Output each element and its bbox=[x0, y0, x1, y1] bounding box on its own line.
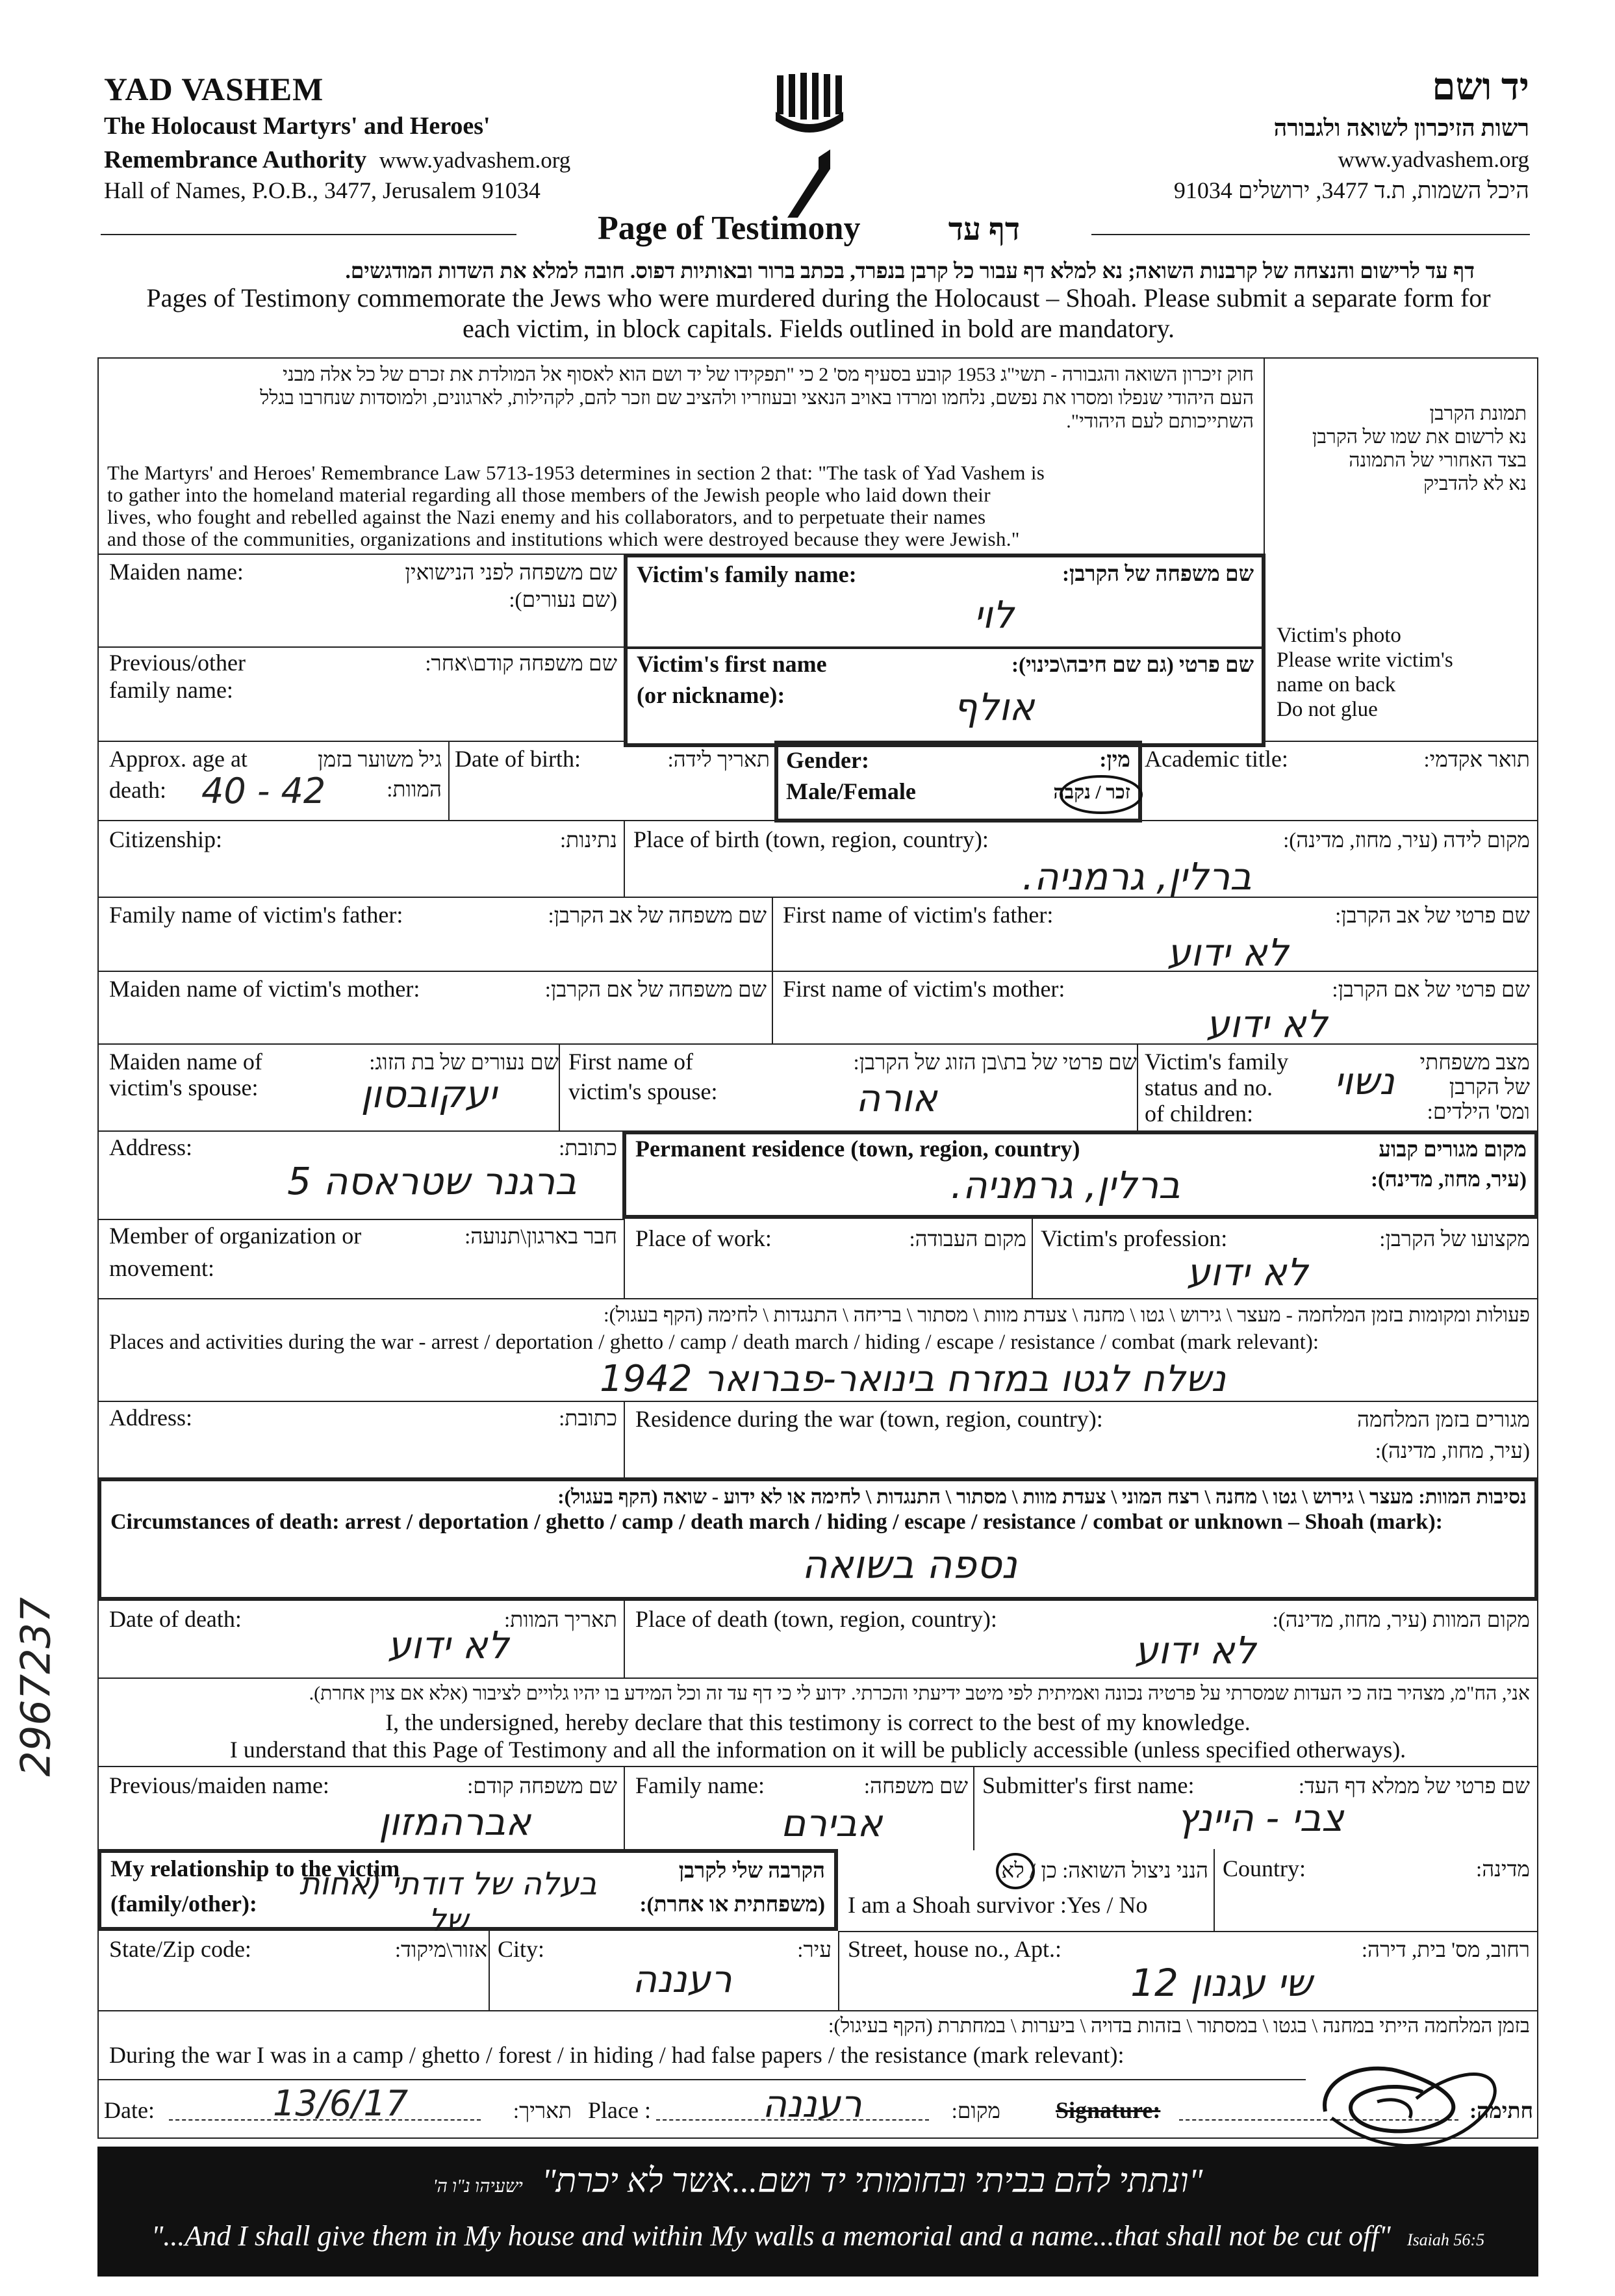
citizenship-label: Citizenship: bbox=[109, 826, 222, 852]
during-war-label-he: בזמן המלחמה הייתי במחנה \ בגטו \ במסתור \ בזהות בדויה \ ביערות \ במחתרת (הקף בעיגול): bbox=[828, 2014, 1530, 2037]
war-res-label: Residence during the war (town, region, country): bbox=[635, 1406, 1103, 1432]
age-label-2: death: bbox=[109, 777, 166, 803]
zip-label: State/Zip code: bbox=[109, 1936, 251, 1962]
family-status-label-he: מצב משפחתי bbox=[1419, 1051, 1530, 1075]
prev-name-label-he: שם משפחה קודם\אחר: bbox=[425, 652, 617, 676]
perm-res-label: Permanent residence (town, region, country) bbox=[635, 1136, 1080, 1162]
spouse-maiden-value[interactable]: יעקובסון bbox=[361, 1072, 497, 1116]
photo-he-2: נא לרשום את שמו של הקרבן bbox=[1312, 426, 1527, 448]
gender-male-circle[interactable] bbox=[1056, 772, 1147, 817]
submitter-prev-value[interactable]: אברהמזון bbox=[378, 1800, 531, 1844]
declaration-en-2: I understand that this Page of Testimony and all the information on it will be publicly accessible (unless specified otherways). bbox=[229, 1737, 1406, 1763]
spouse-first-label-he: שם פרטי של בת\בן הזוג של הקרבן: bbox=[853, 1051, 1137, 1075]
dob-label: Date of birth: bbox=[455, 746, 581, 772]
during-war-label: During the war I was in a camp / ghetto / forest / in hiding / had false papers / the resistance (mark relevant): bbox=[109, 2042, 1125, 2068]
photo-he-1: תמונת הקרבן bbox=[1429, 403, 1527, 424]
law-en-3: lives, who fought and rebelled against the Nazi enemy and his collaborators, and to perpetuate their names bbox=[107, 505, 986, 528]
rule-declaration bbox=[97, 1766, 1538, 1767]
org-url-he: www.yadvashem.org bbox=[1338, 147, 1529, 172]
mother-maiden-label: Maiden name of victim's mother: bbox=[109, 976, 420, 1002]
col-divider-war-address bbox=[624, 1401, 625, 1479]
family-status-label: Victim's family bbox=[1145, 1049, 1289, 1075]
maiden-name-label: Maiden name: bbox=[109, 559, 244, 585]
father-family-label: Family name of victim's father: bbox=[109, 902, 403, 928]
father-first-label: First name of victim's father: bbox=[783, 902, 1054, 928]
rule-citizenship bbox=[97, 897, 1538, 898]
org-member-label-2: movement: bbox=[109, 1255, 214, 1281]
perm-res-label-he-2: (עיר, מחוז, מדינה): bbox=[1370, 1168, 1527, 1192]
org-address-en: Hall of Names, P.O.B., 3477, Jerusalem 91034 bbox=[104, 177, 540, 203]
relationship-label-he-2: (משפחתית או אחרת): bbox=[639, 1893, 825, 1917]
submitter-family-value[interactable]: אבירם bbox=[780, 1801, 883, 1845]
col-divider-citizenship bbox=[624, 820, 625, 897]
org-member-label: Member of organization or bbox=[109, 1223, 362, 1249]
col-divider-name bbox=[624, 554, 625, 746]
rule-org bbox=[97, 1298, 1538, 1299]
victim-name-divider bbox=[624, 646, 1265, 649]
photo-en-4: Do not glue bbox=[1277, 698, 1378, 721]
spouse-first-value[interactable]: אורה bbox=[856, 1076, 937, 1120]
first-name-value[interactable]: אולף bbox=[953, 685, 1035, 729]
survivor-yes-circle[interactable] bbox=[993, 1850, 1038, 1892]
spouse-first-label-2: victim's spouse: bbox=[568, 1078, 718, 1104]
rule-age bbox=[97, 820, 1538, 821]
submitter-first-label-he: שם פרטי של ממלא דף העד: bbox=[1298, 1775, 1530, 1798]
gender-label-2: Male/Female bbox=[786, 778, 916, 804]
intro-en-2: each victim, in block capitals. Fields outlined in bold are mandatory. bbox=[462, 314, 1175, 343]
footer-quote-he bbox=[97, 2162, 1538, 2200]
perm-res-value[interactable]: ברלין, גרמניה. bbox=[950, 1163, 1180, 1207]
relationship-label-2: (family/other): bbox=[110, 1891, 257, 1917]
country-label: Country: bbox=[1223, 1856, 1306, 1881]
footer-quote-en-ref: Isaiah 56:5 bbox=[1406, 2230, 1485, 2249]
org-name-en: YAD VASHEM bbox=[104, 71, 324, 107]
maiden-name-label-he-2: (שם נעורים): bbox=[509, 589, 617, 612]
org-url-en: www.yadvashem.org bbox=[379, 147, 571, 173]
war-address-label-he: כתובת: bbox=[559, 1407, 617, 1431]
signature-label: Signature: bbox=[1056, 2097, 1161, 2123]
photo-en-1: Victim's photo bbox=[1277, 624, 1401, 647]
date-label-he: תאריך: bbox=[513, 2100, 572, 2123]
rule-address bbox=[97, 1219, 624, 1220]
footer-quote-en-text: "...And I shall give them in My house and within My walls a memorial and a name...that shall not be cut off" bbox=[151, 2220, 1391, 2252]
spouse-first-label: First name of bbox=[568, 1049, 693, 1075]
org-subtitle-en-2 bbox=[104, 146, 570, 174]
first-name-label: Victim's first name bbox=[637, 651, 827, 677]
family-name-label-he: שם משפחה של הקרבן: bbox=[1062, 563, 1254, 586]
prev-name-label-2: family name: bbox=[109, 677, 233, 703]
family-status-value[interactable]: נשוי bbox=[1334, 1059, 1395, 1103]
profession-label: Victim's profession: bbox=[1041, 1225, 1228, 1251]
law-en-1: The Martyrs' and Heroes' Remembrance Law 5713-1953 determines in section 2 that: "The task of Yad Vashem is bbox=[107, 461, 1045, 484]
family-name-value[interactable]: לוי bbox=[974, 593, 1014, 637]
org-subtitle-en: The Holocaust Martyrs' and Heroes' bbox=[104, 112, 490, 140]
prev-name-label: Previous/other bbox=[109, 650, 246, 676]
signature-scribble[interactable] bbox=[1306, 2040, 1514, 2157]
first-name-label-2: (or nickname): bbox=[637, 682, 785, 708]
law-he-1: חוק זיכרון השואה והגבורה - תשי"ג 1953 קובע בסעיף מס' 2 כי "תפקידו של יד ושם הוא לאסוף אל המולדת את זכרם של כל אלה מבני bbox=[283, 364, 1254, 385]
photo-he-4: נא לא להדביק bbox=[1423, 473, 1527, 494]
family-name-label: Victim's family name: bbox=[637, 561, 857, 587]
footer-quote-bar bbox=[97, 2147, 1538, 2277]
law-en-4: and those of the communities, organizations and institutions which were destroyed because they were Jewish." bbox=[107, 528, 1020, 550]
address-label-he: כתובת: bbox=[559, 1137, 617, 1160]
work-place-label-he: מקום העבודה: bbox=[909, 1228, 1026, 1251]
law-he-3: השתייכותם לעם היהודי". bbox=[1066, 411, 1254, 432]
rule-maiden bbox=[97, 646, 625, 648]
col-divider-city bbox=[838, 1931, 839, 2010]
org-subtitle-en-2-text: Remembrance Authority bbox=[104, 146, 367, 173]
footer-quote-he-text: "ונתתי להם בביתי ובחומותי יד ושם...אשר לא יכרת" bbox=[541, 2163, 1203, 2200]
page-title-en: Page of Testimony bbox=[598, 210, 861, 247]
header-rule-left bbox=[101, 234, 516, 235]
war-res-label-he: מגורים בזמן המלחמה bbox=[1357, 1409, 1530, 1432]
place-value[interactable]: רעננה bbox=[762, 2082, 862, 2126]
org-member-label-he: חבר בארגון\תנועה: bbox=[464, 1225, 617, 1249]
street-label-he: רחוב, מס' בית, דירה: bbox=[1361, 1939, 1530, 1962]
submitter-family-label-he: שם משפחה: bbox=[863, 1775, 968, 1798]
spouse-maiden-label-2: victim's spouse: bbox=[109, 1075, 259, 1101]
war-res-label-he-2: (עיר, מחוז, מדינה): bbox=[1375, 1440, 1530, 1463]
gender-label-he-2: זכר / נקבה bbox=[1053, 782, 1130, 803]
place-label-he: מקום: bbox=[951, 2100, 1000, 2123]
zip-label-he: אזור\מיקוד: bbox=[394, 1939, 487, 1962]
gender-label: Gender: bbox=[786, 747, 869, 773]
pob-label-he: מקום לידה (עיר, מחוז, מדינה): bbox=[1283, 829, 1530, 852]
col-divider-work bbox=[1032, 1219, 1033, 1298]
academic-label-he: תואר אקדמי: bbox=[1423, 748, 1530, 772]
rule-war-places bbox=[97, 1401, 1538, 1402]
col-divider-sub-2 bbox=[973, 1766, 974, 1850]
spouse-maiden-label: Maiden name of bbox=[109, 1049, 262, 1075]
col-divider-sub-1 bbox=[624, 1766, 625, 1850]
war-places-label-he: פעולות ומקומות בזמן המלחמה - מעצר \ גירוש \ גטו \ מחנה \ צעדת מוות \ מסתור \ בריחה \ התנגדות \ לחימה (הקף בעגול): bbox=[604, 1303, 1530, 1326]
maiden-name-label-he: שם משפחה לפני הנישואין bbox=[405, 561, 617, 585]
submitter-prev-label: Previous/maiden name: bbox=[109, 1772, 329, 1798]
dob-label-he: תאריך לידה: bbox=[667, 748, 770, 772]
col-divider-org bbox=[624, 1219, 625, 1298]
col-divider-father bbox=[772, 897, 773, 1043]
col-divider-zip bbox=[489, 1931, 490, 2010]
rule-bottom-form bbox=[97, 2079, 1306, 2080]
photo-en-3: name on back bbox=[1277, 673, 1396, 696]
dod-value[interactable]: לא ידוע bbox=[387, 1623, 509, 1667]
rule-father bbox=[97, 971, 1538, 972]
profession-label-he: מקצועו של הקרבן: bbox=[1379, 1228, 1530, 1251]
signature-label-he: חתימה: bbox=[1469, 2100, 1533, 2123]
rule-death bbox=[97, 1677, 1538, 1679]
rule-photo bbox=[1264, 741, 1538, 742]
academic-label: Academic title: bbox=[1145, 746, 1288, 772]
col-divider-death bbox=[624, 1601, 625, 1677]
war-address-label: Address: bbox=[109, 1405, 192, 1431]
date-value[interactable]: 13/6/17 bbox=[273, 2083, 409, 2124]
citizenship-label-he: נתינות: bbox=[560, 829, 617, 852]
declaration-he: אני, הח"מ, מצהיר בזה כי העדות שמסרתי על פרטיה נכונה ואמיתית לפי מיטב ידיעתי והכרתי. ידוע לי כי דף עד זה וכל המידע בו יהיו גלויים לציבור (אלא אם צוין אחרת). bbox=[309, 1683, 1530, 1704]
family-status-label-3: of children: bbox=[1145, 1101, 1253, 1127]
circumstances-label: Circumstances of death: arrest / deportation / ghetto / camp / death march / hiding / escape / resistance / combat or unknown – Shoah (mark): bbox=[110, 1510, 1443, 1534]
address-value[interactable]: ברגנר שטראסה 5 bbox=[287, 1159, 577, 1203]
family-status-label-2: status and no. bbox=[1145, 1075, 1273, 1101]
place-label: Place : bbox=[588, 2097, 651, 2123]
mother-first-label-he: שם פרטי של אם הקרבן: bbox=[1332, 978, 1530, 1002]
father-family-label-he: שם משפחה של אב הקרבן: bbox=[548, 904, 767, 928]
pod-label-he: מקום המוות (עיר, מחוז, מדינה): bbox=[1272, 1609, 1530, 1632]
spouse-maiden-label-he: שם נעורים של בת הזוג: bbox=[369, 1051, 559, 1075]
age-value[interactable]: 40 - 42 bbox=[201, 771, 326, 811]
pob-label: Place of birth (town, region, country): bbox=[633, 826, 989, 852]
rule-street bbox=[97, 2010, 1538, 2011]
dod-label: Date of death: bbox=[109, 1606, 242, 1632]
footer-quote-en bbox=[97, 2219, 1538, 2252]
declaration-en-1: I, the undersigned, hereby declare that this testimony is correct to the best of my knowledge. bbox=[385, 1709, 1251, 1735]
rule-mother bbox=[97, 1043, 1538, 1045]
war-places-value[interactable]: נשלח לגטו במזרח בינואר-פברואר 1942 bbox=[600, 1358, 1226, 1400]
col-divider-survivor bbox=[1214, 1849, 1215, 1931]
mother-first-value[interactable]: לא ידוע bbox=[1206, 1002, 1328, 1046]
submitter-prev-label-he: שם משפחה קודם: bbox=[467, 1775, 617, 1798]
law-he-2: העם היהודי שנפלו ומסרו את נפשם, נלחמו ומרדו באויב הנאצי ובעוזריו ולהציב שם וזכר להם, לקהילות, לארגונים, ולמוסדות שנחרבו בגלל bbox=[260, 387, 1254, 409]
street-label: Street, house no., Apt.: bbox=[848, 1936, 1062, 1962]
city-label-he: עיר: bbox=[797, 1939, 832, 1962]
gender-label-he: מין: bbox=[1099, 748, 1130, 772]
col-divider-age bbox=[448, 741, 450, 820]
col-divider-spouse-1 bbox=[559, 1043, 560, 1130]
war-places-label: Places and activities during the war - arrest / deportation / ghetto / camp / death march / hiding / escape / resistance / combat (mark relevant): bbox=[109, 1331, 1319, 1354]
street-value[interactable]: שי עגנון 12 bbox=[1130, 1961, 1312, 2005]
side-number: 2967237 bbox=[12, 1597, 60, 1777]
pob-value[interactable]: ברלין, גרמניה. bbox=[1022, 854, 1252, 899]
yad-vashem-logo bbox=[772, 71, 850, 221]
pod-label: Place of death (town, region, country): bbox=[635, 1606, 997, 1632]
family-status-label-he-2: של הקרבן bbox=[1449, 1076, 1530, 1099]
relationship-label: My relationship to the victim bbox=[110, 1856, 400, 1881]
org-name-he: יד ושם bbox=[1432, 66, 1529, 108]
rule-prev-name bbox=[97, 741, 625, 742]
org-address-he: היכל השמות, ת.ד 3477, ירושלים 91034 bbox=[1173, 177, 1529, 203]
survivor-label-he: הנני ניצול השואה: כן / לא bbox=[1001, 1859, 1208, 1883]
intro-en-1: Pages of Testimony commemorate the Jews who were murdered during the Holocaust – Shoah. Please submit a separate form for bbox=[146, 283, 1491, 313]
org-subtitle-he: רשות הזיכרון לשואה ולגבורה bbox=[1273, 115, 1529, 141]
mother-first-label: First name of victim's mother: bbox=[783, 976, 1065, 1002]
pod-value[interactable]: לא ידוע bbox=[1134, 1628, 1256, 1672]
city-value[interactable]: רעננה bbox=[632, 1957, 732, 2001]
col-divider-spouse-2 bbox=[1137, 1043, 1138, 1130]
circumstances-label-he: נסיבות המוות: מעצר \ גירוש \ גטו \ מחנה \ רצח המוני \ צעדת מוות \ מסתור \ התנגדות \ לחימה או לא ידוע - שואה (הקף בעגול): bbox=[557, 1485, 1527, 1508]
age-label-he: גיל משוער בזמן bbox=[318, 748, 442, 772]
intro-he: דף עד לרישום והנצחה של קרבנות השואה; נא למלא דף עבור כל קרבן בנפרד, בכתב ברור ובאותיות דפוס. חובה למלא את השדות המודגשים. bbox=[345, 260, 1475, 283]
city-label: City: bbox=[498, 1936, 545, 1962]
first-name-label-he: שם פרטי (גם שם חיבה\כינוי): bbox=[1011, 654, 1254, 677]
photo-en-2: Please write victim's bbox=[1277, 648, 1453, 672]
father-first-value[interactable]: לא ידוע bbox=[1167, 930, 1289, 975]
footer-quote-he-ref: ישעיהו נ"ו ה' bbox=[433, 2176, 523, 2197]
date-label: Date: bbox=[104, 2097, 155, 2123]
page-title-he: דף עד bbox=[948, 212, 1020, 247]
age-label-he-2: המוות: bbox=[387, 778, 442, 802]
submitter-family-label: Family name: bbox=[635, 1772, 765, 1798]
photo-he-3: בצד האחורי של התמונה bbox=[1349, 450, 1527, 471]
rule-relationship bbox=[838, 1931, 1538, 1932]
law-en-2: to gather into the homeland material regarding all those members of the Jewish people who laid down their bbox=[107, 483, 991, 506]
header-rule-right bbox=[1091, 234, 1530, 235]
survivor-label: I am a Shoah survivor :Yes / No bbox=[848, 1892, 1148, 1918]
father-first-label-he: שם פרטי של אב הקרבן: bbox=[1335, 904, 1530, 928]
relationship-value[interactable]: בעלה של דודתי (אחות של bbox=[299, 1866, 598, 1939]
age-label: Approx. age at bbox=[109, 746, 248, 772]
address-label: Address: bbox=[109, 1134, 192, 1160]
mother-maiden-label-he: שם משפחה של אם הקרבן: bbox=[544, 978, 767, 1002]
circumstances-value[interactable]: נספה בשואה bbox=[802, 1542, 1017, 1588]
country-label-he: מדינה: bbox=[1476, 1858, 1530, 1881]
profession-value[interactable]: לא ידוע bbox=[1186, 1250, 1308, 1294]
submitter-first-value[interactable]: צבי - היינץ bbox=[1176, 1796, 1344, 1840]
dod-label-he: תאריך המוות: bbox=[504, 1609, 617, 1632]
submitter-first-label: Submitter's first name: bbox=[982, 1772, 1195, 1798]
relationship-label-he: הקרבה שלי לקרבן bbox=[678, 1859, 825, 1883]
family-status-label-he-3: ומס' הילדים: bbox=[1427, 1101, 1530, 1124]
perm-res-label-he: מקום מגורים קבוע bbox=[1379, 1138, 1527, 1162]
work-place-label: Place of work: bbox=[635, 1225, 772, 1251]
